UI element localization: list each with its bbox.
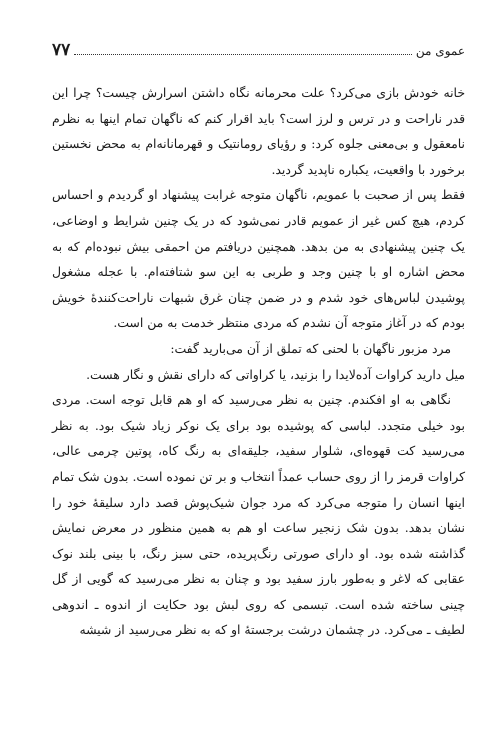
paragraph: خانه خودش بازی می‌کرد؟ علت محرمانه نگاه داشتن اسرارش چیست؟ چرا این قدر ناراحت و در ترس و لرز است؟ باید اقرار کنم که ناگهان تمام اینها به نظرم نامعقول و بی‌معنی جلوه کرد: و رؤیای رومانتیک و قهرمانانه‌ام به محض نخستین برخورد با واقعیت، یکباره ناپدید گردید.	[52, 85, 465, 177]
body-text	[52, 80, 465, 643]
page-header	[52, 40, 465, 64]
running-title: عموی من	[415, 44, 465, 58]
book-page	[52, 40, 465, 720]
paragraph: مرد مزبور ناگهان با لحنی که تملق از آن می‌بارید گفت:	[170, 340, 451, 356]
paragraph: میل دارید کراوات آده‌لایدا را بزنید، یا کراواتی که دارای نقش و نگار هست.	[86, 366, 465, 382]
header-dot-leader	[74, 53, 412, 55]
page-number: ۷۷	[52, 40, 71, 60]
paragraph: نگاهی به او افکندم. چنین به نظر می‌رسید که او هم قابل توجه است. مردی بود خیلی متجدد. لباسی که پوشیده بود برای یک نوکر زیاد شیک بود. به نظر می‌رسید کت قهوه‌ای، شلوار سفید، جلیقه‌ای به رنگ کاه، پوتین چرمی عالی، کراوات قرمز را از روی حساب عمداً انتخاب و بر تن نموده است. بدون شک تمام اینها انسان را متوجه می‌کرد که مرد جوان شیک‌پوش قصد دارد سلیقهٔ خود را نشان بدهد. بدون شک زنجیر ساعت او هم به همین منظور در معرض نمایش گذاشته شده بود. او دارای صورتی رنگ‌پریده، حتی سبز رنگ، با بینی بلند نوک عقابی که لاغر و به‌طور بارز سفید بود و چنان به نظر می‌رسید که گویی از گل چینی ساخته شده است. تبسمی که روی لبش بود حکایت از اندوه ـ اندوهی لطیف ـ می‌کرد. در چشمان درشت برجستهٔ او که به نظر می‌رسید از شیشه	[52, 392, 465, 638]
paragraph: فقط پس از صحبت با عمویم، ناگهان متوجه غرابت پیشنهاد او گردیدم و احساس کردم، هیچ کس غیر از عمویم قادر نمی‌شود که در یک چنین شرایط و اوضاعی، یک چنین پیشنهادی به من بدهد. همچنین دریافتم من احمقی بیش نبوده‌ام که به محض اشاره او با چنین وجد و طربی به این سو شتافته‌ام. با عجله مشغول پوشیدن لباس‌های خود شدم و در ضمن چنان غرق شبهات ناراحت‌کنندهٔ خویش بودم که در آغاز متوجه آن نشدم که مردی منتظر خدمت به من است.	[52, 187, 465, 331]
